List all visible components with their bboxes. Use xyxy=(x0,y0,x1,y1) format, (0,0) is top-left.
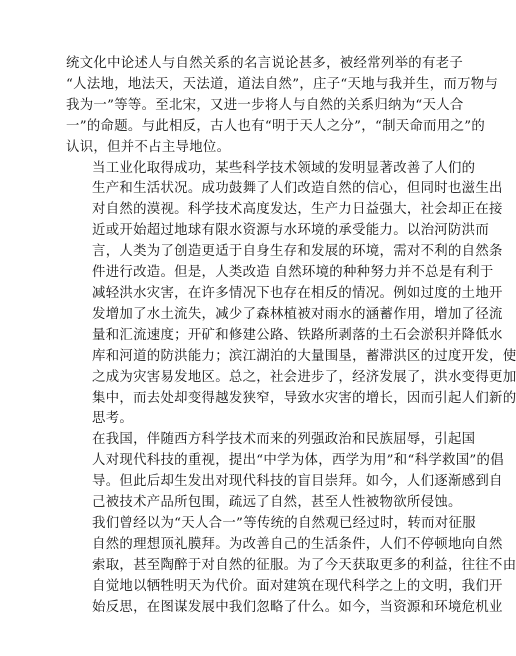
text-line: 索取，甚至陶醉于对自然的征服。为了今天获取更多的利益，往往不由 xyxy=(92,557,516,573)
text-line: 发增加了水土流失，减少了森林植被对雨水的涵蓄作用，增加了径流 xyxy=(92,306,503,322)
text-line: 自觉地以牺牲明天为代价。面对建筑在现代科学之上的文明，我们开 xyxy=(92,578,503,594)
text-line: 导。但此后却生发出对现代科技的盲目崇拜。如今，人们逐渐感到自 xyxy=(92,474,503,490)
text-line: 件进行改造。但是，人类改造 自然环境的种种努力并不总是有利于 xyxy=(92,265,494,281)
paragraph xyxy=(66,54,499,159)
text-line: 生产和生活状况。成功鼓舞了人们改造自然的信心，但同时也滋生出 xyxy=(92,181,503,197)
text-line: 自然的理想顶礼膜拜。为改善自己的生活条件，人们不停顿地向自然 xyxy=(92,536,503,552)
body-text xyxy=(66,54,516,618)
text-line: 在我国，伴随西方科学技术而来的列强政治和民族屈辱，引起国 xyxy=(92,432,476,448)
text-line: 我们曾经以为“天人合一”等传统的自然观已经过时，转而对征服 xyxy=(92,515,476,531)
text-line: 我为一”等等。至北宋，又进一步将人与自然的关系归纳为“天人合 xyxy=(66,97,464,113)
text-line: 对自然的漠视。科学技术高度发达，生产力日益强大，社会却正在接 xyxy=(92,202,503,218)
paragraph xyxy=(66,430,504,514)
text-line: 一”的命题。与此相反，古人也有“明于天人之分”，“制天命而用之”的 xyxy=(66,118,486,134)
paragraph xyxy=(66,514,516,619)
text-line: 量和汇流速度；开矿和修建公路、铁路所剥落的土石会淤积并降低水 xyxy=(92,327,503,343)
text-line: “人法地，地法天，天法道，道法自然”，庄子“天地与我并生，而万物与 xyxy=(66,76,499,92)
paragraph xyxy=(66,159,516,431)
text-line: 减轻洪水灾害，在许多情况下也存在相反的情况。例如过度的土地开 xyxy=(92,285,503,301)
text-line: 统文化中论述人与自然关系的名言说论甚多，被经常列举的有老子 xyxy=(66,56,464,71)
text-line: 人对现代科技的重视，提出“中学为体，西学为用”和“科学救国”的倡 xyxy=(92,453,504,469)
text-line: 己被技术产品所包围，疏远了自然，甚至人性被物欲所侵蚀。 xyxy=(92,495,462,511)
text-line: 库和河道的防洪能力；滨江湖泊的大量围垦，蓄滞洪区的过度开发，使 xyxy=(92,348,516,364)
text-line: 近或开始超过地球有限水资源与水环境的承受能力。以治河防洪而 xyxy=(92,223,490,239)
text-line: 之成为灾害易发地区。总之，社会进步了，经济发展了，洪水变得更加 xyxy=(92,369,516,385)
text-line: 当工业化取得成功，某些科学技术领域的发明显著改善了人们的 xyxy=(92,160,476,176)
text-line: 认识，但并不占主导地位。 xyxy=(66,139,231,155)
text-line: 集中，而去处却变得越发狭窄，导致水灾害的增长，因而引起人们新的 xyxy=(92,390,516,406)
text-line: 始反思，在图谋发展中我们忽略了什么。如今，当资源和环境危机业 xyxy=(92,599,503,615)
text-line: 思考。 xyxy=(92,411,134,427)
text-line: 言，人类为了创造更适于自身生存和发展的环境，需对不利的自然条 xyxy=(92,244,503,260)
